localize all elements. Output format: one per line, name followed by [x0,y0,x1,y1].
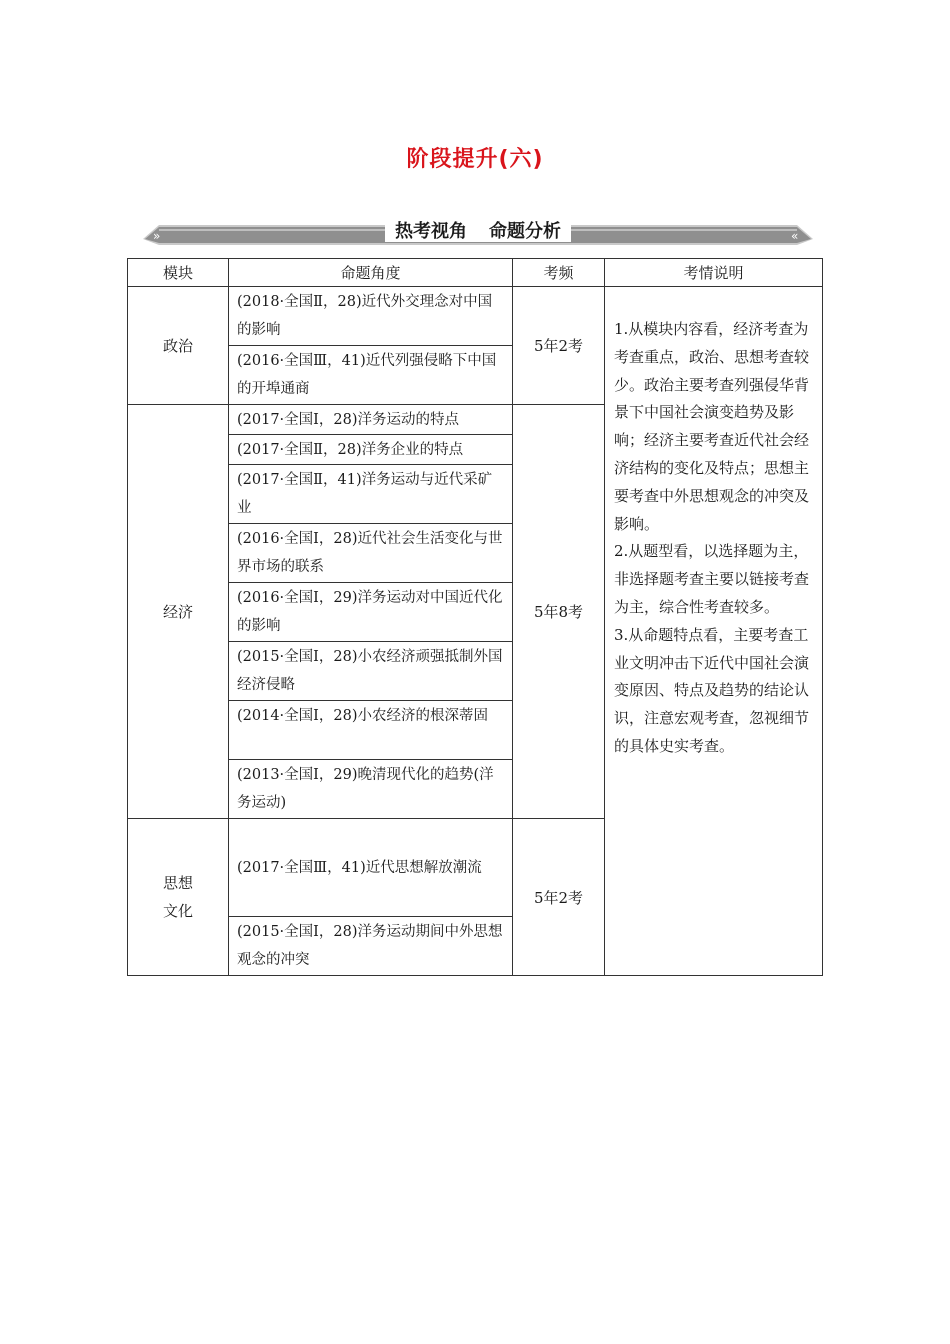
question-cell: (2017·全国Ⅲ，41)近代思想解放潮流 [229,819,513,917]
frequency-cell: 5年2考 [513,819,605,976]
header-frequency: 考频 [513,259,605,287]
question-cell: (2017·全国Ⅱ，28)洋务企业的特点 [229,435,513,465]
header-explanation: 考情说明 [605,259,823,287]
svg-text:»: » [153,229,161,243]
question-cell: (2013·全国Ⅰ，29)晚清现代化的趋势(洋务运动) [229,760,513,819]
explanation-paragraph: 3.从命题特点看，主要考查工业文明冲击下近代中国社会演变原因、特点及趋势的结论认识，注意宏观考查，忽视细节的具体史实考查。 [614,625,810,755]
table-header-row [128,259,823,287]
question-cell: (2016·全国Ⅲ，41)近代列强侵略下中国的开埠通商 [229,346,513,405]
banner-label-right: 命题分析 [489,221,561,242]
question-cell: (2017·全国Ⅰ，28)洋务运动的特点 [229,405,513,435]
explanation-paragraph: 2.从题型看，以选择题为主，非选择题考查主要以链接考查为主，综合性考查较多。 [614,542,810,616]
table-row [128,287,823,346]
question-cell: (2016·全国Ⅰ，29)洋务运动对中国近代化的影响 [229,583,513,642]
frequency-cell: 5年2考 [513,287,605,405]
question-cell: (2018·全国Ⅱ，28)近代外交理念对中国的影响 [229,287,513,346]
header-angle: 命题角度 [229,259,513,287]
module-name-line: 思想 [162,874,193,892]
analysis-table [127,258,823,976]
banner-label-left: 热考视角 [395,221,467,242]
question-cell: (2015·全国Ⅰ，28)小农经济顽强抵制外国经济侵略 [229,642,513,701]
explanation-cell [605,287,823,976]
module-name-line: 文化 [162,902,193,920]
frequency-cell: 5年8考 [513,405,605,819]
module-cell [128,819,229,976]
section-banner [143,213,813,249]
question-cell: (2015·全国Ⅰ，28)洋务运动期间中外思想观念的冲突 [229,917,513,976]
question-cell: (2016·全国Ⅰ，28)近代社会生活变化与世界市场的联系 [229,524,513,583]
explanation-paragraph: 1.从模块内容看，经济考查为考查重点，政治、思想考查较少。政治主要考查列强侵华背景下中国社会演变趋势及影响；经济主要考查近代社会经济结构的变化及特点；思想主要考查中外思想观念的冲突及影响。 [614,320,810,533]
question-cell: (2017·全国Ⅱ，41)洋务运动与近代采矿业 [229,465,513,524]
svg-text:«: « [791,229,799,243]
header-module: 模块 [128,259,229,287]
question-cell: (2014·全国Ⅰ，28)小农经济的根深蒂固 [229,701,513,760]
module-cell: 经济 [128,405,229,819]
page-title: 阶段提升(六) [406,147,544,172]
module-cell: 政治 [128,287,229,405]
